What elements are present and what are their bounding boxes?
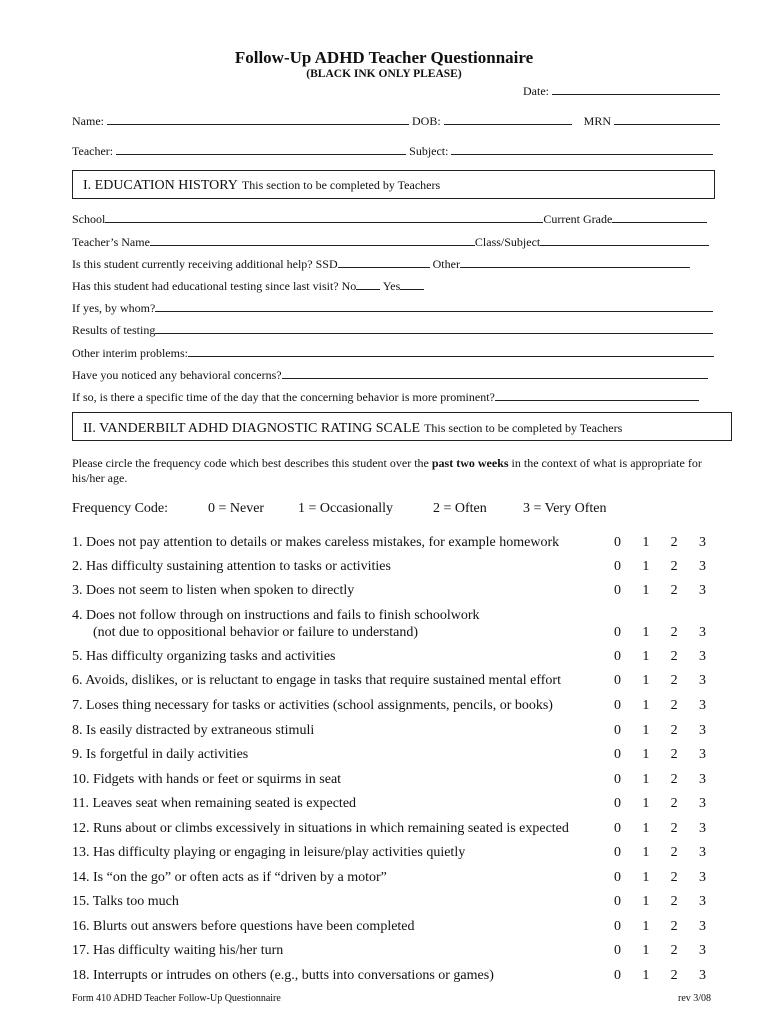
score-option-1[interactable]: 1 bbox=[642, 698, 650, 713]
question-item: 14. Is “on the go” or often acts as if “driven by a motor” bbox=[72, 870, 387, 885]
score-option-3[interactable]: 3 bbox=[698, 894, 706, 909]
score-option-1[interactable]: 1 bbox=[642, 535, 650, 550]
behavior-line[interactable] bbox=[282, 366, 708, 379]
score-option-1[interactable]: 1 bbox=[642, 583, 650, 598]
score-option-0[interactable]: 0 bbox=[614, 723, 621, 738]
grade-line[interactable] bbox=[612, 210, 707, 223]
score-option-1[interactable]: 1 bbox=[642, 673, 650, 688]
code-often: 2 = Often bbox=[433, 501, 487, 516]
score-option-0[interactable]: 0 bbox=[614, 583, 621, 598]
score-option-1[interactable]: 1 bbox=[642, 723, 650, 738]
score-option-0[interactable]: 0 bbox=[614, 649, 621, 664]
school-line[interactable] bbox=[105, 210, 543, 223]
score-option-3[interactable]: 3 bbox=[698, 649, 706, 664]
score-option-0[interactable]: 0 bbox=[614, 845, 621, 860]
dob-label: DOB: bbox=[412, 114, 441, 128]
score-option-1[interactable]: 1 bbox=[642, 649, 650, 664]
score-option-2[interactable]: 2 bbox=[670, 747, 678, 762]
footer-revision: rev 3/08 bbox=[678, 993, 712, 1004]
score-option-0[interactable]: 0 bbox=[614, 698, 621, 713]
class-label: Class/Subject bbox=[474, 235, 541, 249]
time-row bbox=[72, 388, 699, 405]
score-option-1[interactable]: 1 bbox=[642, 559, 650, 574]
dob-line[interactable] bbox=[444, 112, 572, 125]
score-option-2[interactable]: 2 bbox=[670, 625, 678, 640]
score-option-0[interactable]: 0 bbox=[614, 796, 621, 811]
subject-label: Subject: bbox=[409, 144, 449, 158]
score-options bbox=[614, 870, 706, 886]
score-option-1[interactable]: 1 bbox=[642, 747, 650, 762]
score-option-1[interactable]: 1 bbox=[642, 870, 650, 885]
score-options bbox=[614, 698, 706, 714]
score-option-0[interactable]: 0 bbox=[614, 625, 621, 640]
instructions-emphasis: past two weeks bbox=[431, 456, 509, 470]
question-item: 15. Talks too much bbox=[72, 894, 179, 909]
question-item: 18. Interrupts or intrudes on others (e.g., butts into conversations or games) bbox=[72, 968, 494, 983]
score-options bbox=[614, 919, 706, 935]
score-option-3[interactable]: 3 bbox=[698, 698, 706, 713]
question-item: 13. Has difficulty playing or engaging in leisure/play activities quietly bbox=[72, 845, 466, 860]
score-option-3[interactable]: 3 bbox=[698, 583, 706, 598]
teacher-row bbox=[72, 142, 713, 159]
instructions-part2: in the context of what is appropriate for his/her age. bbox=[72, 456, 702, 485]
section1-header bbox=[72, 170, 715, 199]
help-row bbox=[72, 255, 690, 272]
date-label: Date: bbox=[523, 84, 549, 98]
score-option-1[interactable]: 1 bbox=[642, 625, 650, 640]
score-option-3[interactable]: 3 bbox=[698, 796, 706, 811]
score-option-2[interactable]: 2 bbox=[670, 894, 678, 909]
score-option-2[interactable]: 2 bbox=[670, 559, 678, 574]
score-options bbox=[614, 845, 706, 861]
score-options bbox=[614, 535, 706, 551]
name-line[interactable] bbox=[107, 112, 409, 125]
school-label: School bbox=[72, 212, 106, 226]
score-option-3[interactable]: 3 bbox=[698, 943, 706, 958]
help-label: Is this student currently receiving additional help? SSD bbox=[72, 257, 338, 271]
question-item: 8. Is easily distracted by extraneous stimuli bbox=[72, 723, 315, 738]
score-option-3[interactable]: 3 bbox=[698, 673, 706, 688]
score-option-3[interactable]: 3 bbox=[698, 772, 706, 787]
other-line[interactable] bbox=[460, 255, 690, 268]
score-option-2[interactable]: 2 bbox=[670, 673, 678, 688]
question-item: 2. Has difficulty sustaining attention to tasks or activities bbox=[72, 559, 391, 574]
score-option-2[interactable]: 2 bbox=[670, 583, 678, 598]
score-option-2[interactable]: 2 bbox=[670, 796, 678, 811]
score-option-1[interactable]: 1 bbox=[642, 845, 650, 860]
results-line[interactable] bbox=[155, 321, 713, 334]
score-option-1[interactable]: 1 bbox=[642, 919, 650, 934]
score-options bbox=[614, 772, 706, 788]
score-option-0[interactable]: 0 bbox=[614, 747, 621, 762]
teacher-name-label: Teacher’s Name bbox=[72, 235, 150, 249]
question-item: 7. Loses thing necessary for tasks or activities (school assignments, pencils, or books) bbox=[72, 698, 553, 713]
testing-label: Has this student had educational testing since last visit? No bbox=[72, 279, 357, 293]
score-option-2[interactable]: 2 bbox=[670, 919, 678, 934]
behavior-label: Have you noticed any behavioral concerns? bbox=[72, 368, 282, 382]
other-label: Other bbox=[432, 257, 460, 271]
class-line[interactable] bbox=[540, 233, 709, 246]
instructions bbox=[72, 456, 732, 486]
score-options bbox=[614, 649, 706, 665]
score-option-3[interactable]: 3 bbox=[698, 919, 706, 934]
section2-header bbox=[72, 412, 732, 441]
whom-label: If yes, by whom? bbox=[72, 301, 156, 315]
score-option-0[interactable]: 0 bbox=[614, 968, 621, 983]
section2-title: II. VANDERBILT ADHD DIAGNOSTIC RATING SCALE bbox=[83, 421, 421, 436]
teacher-line[interactable] bbox=[116, 142, 406, 155]
whom-row bbox=[72, 299, 713, 316]
score-option-2[interactable]: 2 bbox=[670, 772, 678, 787]
score-option-0[interactable]: 0 bbox=[614, 821, 621, 836]
score-option-0[interactable]: 0 bbox=[614, 919, 621, 934]
time-label: If so, is there a specific time of the day that the concerning behavior is more prominent? bbox=[72, 390, 495, 404]
score-options bbox=[614, 559, 706, 575]
behavior-row bbox=[72, 366, 708, 383]
form-title: Follow-Up ADHD Teacher Questionnaire bbox=[234, 48, 534, 67]
score-option-1[interactable]: 1 bbox=[642, 968, 650, 983]
no-line[interactable] bbox=[356, 277, 380, 290]
score-option-3[interactable]: 3 bbox=[698, 870, 706, 885]
score-options bbox=[614, 943, 706, 959]
grade-label: Current Grade bbox=[543, 212, 613, 226]
score-option-3[interactable]: 3 bbox=[698, 747, 706, 762]
question-item: 11. Leaves seat when remaining seated is expected bbox=[72, 796, 357, 811]
score-option-2[interactable]: 2 bbox=[670, 968, 678, 983]
score-option-0[interactable]: 0 bbox=[614, 870, 621, 885]
school-row bbox=[72, 210, 707, 227]
score-option-2[interactable]: 2 bbox=[670, 698, 678, 713]
subject-line[interactable] bbox=[451, 142, 713, 155]
whom-line[interactable] bbox=[155, 299, 713, 312]
testing-row bbox=[72, 277, 424, 294]
score-option-2[interactable]: 2 bbox=[670, 821, 678, 836]
score-option-1[interactable]: 1 bbox=[642, 894, 650, 909]
interim-line[interactable] bbox=[188, 344, 714, 357]
teacher-name-line[interactable] bbox=[150, 233, 475, 246]
score-option-2[interactable]: 2 bbox=[670, 845, 678, 860]
score-option-3[interactable]: 3 bbox=[698, 723, 706, 738]
score-option-2[interactable]: 2 bbox=[670, 649, 678, 664]
score-option-0[interactable]: 0 bbox=[614, 673, 621, 688]
question-item: 1. Does not pay attention to details or makes careless mistakes, for example homework bbox=[72, 535, 560, 550]
footer-form-label: Form 410 ADHD Teacher Follow-Up Questionnaire bbox=[72, 993, 281, 1004]
code-never: 0 = Never bbox=[208, 501, 265, 516]
score-option-2[interactable]: 2 bbox=[670, 535, 678, 550]
score-option-2[interactable]: 2 bbox=[670, 870, 678, 885]
code-occasionally: 1 = Occasionally bbox=[298, 501, 393, 516]
question-item: 10. Fidgets with hands or feet or squirms in seat bbox=[72, 772, 342, 787]
name-label: Name: bbox=[72, 114, 104, 128]
mrn-line[interactable] bbox=[614, 112, 720, 125]
score-options bbox=[614, 796, 706, 812]
score-options bbox=[614, 723, 706, 739]
score-options bbox=[614, 821, 706, 837]
ssd-line[interactable] bbox=[338, 255, 430, 268]
question-item: 6. Avoids, dislikes, or is reluctant to engage in tasks that require sustained mental effort bbox=[72, 673, 561, 688]
question-item: 12. Runs about or climbs excessively in situations in which remaining seated is expected bbox=[72, 821, 569, 836]
score-option-3[interactable]: 3 bbox=[698, 968, 706, 983]
question-item: 4. Does not follow through on instructions and fails to finish schoolwork bbox=[72, 608, 480, 623]
score-option-3[interactable]: 3 bbox=[698, 625, 706, 640]
code-very-often: 3 = Very Often bbox=[523, 501, 607, 516]
date-line[interactable] bbox=[552, 82, 720, 95]
results-label: Results of testing bbox=[72, 323, 156, 337]
time-line[interactable] bbox=[495, 388, 699, 401]
score-option-1[interactable]: 1 bbox=[642, 821, 650, 836]
question-item: 3. Does not seem to listen when spoken to directly bbox=[72, 583, 355, 598]
question-item: 17. Has difficulty waiting his/her turn bbox=[72, 943, 284, 958]
yes-line[interactable] bbox=[400, 277, 424, 290]
score-option-3[interactable]: 3 bbox=[698, 821, 706, 836]
question-item: 5. Has difficulty organizing tasks and activities bbox=[72, 649, 336, 664]
question-continuation: (not due to oppositional behavior or failure to understand) bbox=[93, 625, 419, 640]
teacher-label: Teacher: bbox=[72, 144, 114, 158]
date-field bbox=[523, 82, 720, 99]
score-options bbox=[614, 673, 706, 689]
score-option-0[interactable]: 0 bbox=[614, 772, 621, 787]
question-item: 16. Blurts out answers before questions have been completed bbox=[72, 919, 415, 934]
score-option-3[interactable]: 3 bbox=[698, 535, 706, 550]
teacher-name-row bbox=[72, 233, 709, 250]
instructions-part1: Please circle the frequency code which best describes this student over the bbox=[72, 456, 432, 470]
score-option-1[interactable]: 1 bbox=[642, 796, 650, 811]
score-option-2[interactable]: 2 bbox=[670, 723, 678, 738]
score-option-0[interactable]: 0 bbox=[614, 535, 621, 550]
score-option-0[interactable]: 0 bbox=[614, 559, 621, 574]
interim-row bbox=[72, 344, 714, 361]
form-subtitle: (BLACK INK ONLY PLEASE) bbox=[306, 68, 462, 80]
section1-title: I. EDUCATION HISTORY bbox=[83, 178, 238, 193]
score-option-1[interactable]: 1 bbox=[642, 772, 650, 787]
results-row bbox=[72, 321, 713, 338]
score-option-1[interactable]: 1 bbox=[642, 943, 650, 958]
mrn-label: MRN bbox=[583, 114, 612, 128]
question-item: 9. Is forgetful in daily activities bbox=[72, 747, 249, 762]
yes-label: Yes bbox=[382, 279, 401, 293]
score-option-3[interactable]: 3 bbox=[698, 559, 706, 574]
frequency-label: Frequency Code: bbox=[72, 501, 169, 516]
score-options bbox=[614, 625, 706, 641]
score-option-3[interactable]: 3 bbox=[698, 845, 706, 860]
score-options bbox=[614, 894, 706, 910]
score-option-2[interactable]: 2 bbox=[670, 943, 678, 958]
score-option-0[interactable]: 0 bbox=[614, 943, 621, 958]
section1-note: This section to be completed by Teachers bbox=[241, 178, 441, 192]
score-options bbox=[614, 747, 706, 763]
name-row bbox=[72, 112, 720, 129]
section2-note: This section to be completed by Teachers bbox=[424, 421, 623, 435]
score-options bbox=[614, 968, 706, 984]
score-options bbox=[614, 583, 706, 599]
interim-label: Other interim problems: bbox=[72, 346, 188, 360]
score-option-0[interactable]: 0 bbox=[614, 894, 621, 909]
